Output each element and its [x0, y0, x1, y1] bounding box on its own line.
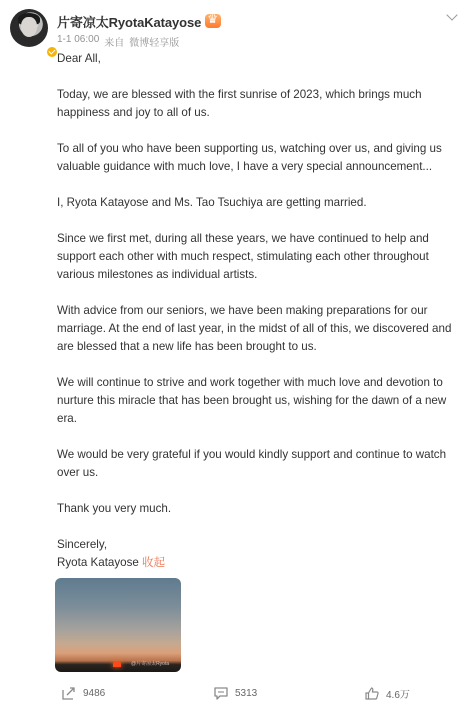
paragraph: To all of you who have been supporting us, watching over us, and giving us valuable guidance with much love, I have a very special announcement...	[57, 142, 442, 173]
vip-crown-icon[interactable]	[205, 14, 221, 28]
avatar[interactable]	[10, 9, 48, 47]
sunrise-sun	[113, 661, 121, 667]
paragraph: We will continue to strive and work together with much love and devotion to nurture this miracle that has been brought us, wishing for the dawn of a new era.	[57, 376, 447, 425]
collapse-link[interactable]: 收起	[141, 556, 166, 569]
post-meta	[57, 34, 179, 49]
signature: Ryota Katayose	[57, 556, 139, 569]
source-prefix: 来自	[104, 38, 125, 49]
post-image[interactable]	[55, 578, 181, 672]
avatar-face	[21, 17, 37, 37]
paragraph: Thank you very much.	[57, 502, 172, 515]
chevron-down-icon[interactable]	[447, 10, 459, 20]
author-name[interactable]: 片寄凉太RyotaKatayose	[57, 14, 202, 30]
like-button[interactable]	[365, 686, 410, 701]
repost-button[interactable]	[62, 687, 105, 700]
thumbs-up-icon	[365, 687, 379, 700]
comment-count: 5313	[235, 687, 258, 699]
repost-count: 9486	[83, 687, 106, 699]
post-source: 微博轻享版	[129, 38, 180, 49]
action-bar	[0, 680, 468, 706]
paragraph: We would be very grateful if you would kindly support and continue to watch over us.	[57, 448, 447, 479]
closing-line: Sincerely,	[57, 538, 108, 551]
comment-button[interactable]	[214, 687, 257, 700]
paragraph: I, Ryota Katayose and Ms. Tao Tsuchiya are getting married.	[57, 196, 367, 209]
image-watermark: @片寄凉太Ryota	[131, 661, 170, 667]
post-text	[57, 50, 452, 572]
paragraph: Since we first met, during all these years, we have continued to help and support each other with much respect, stimulating each other throughout various milestones as individual artists.	[57, 232, 429, 281]
post-time[interactable]: 1-1 06:00	[57, 34, 100, 45]
paragraph: With advice from our seniors, we have been making preparations for our marriage. At the end of last year, in the midst of all of this, we discovered and are blessed that a new life has been brought to us.	[57, 304, 452, 353]
like-count: 4.6万	[386, 689, 410, 701]
paragraph-greeting: Dear All,	[57, 52, 101, 65]
comment-icon	[214, 687, 228, 700]
repost-icon	[62, 687, 76, 700]
paragraph: Today, we are blessed with the first sunrise of 2023, which brings much happiness and joy to all of us.	[57, 88, 422, 119]
signature-line	[57, 554, 452, 572]
author-row	[57, 12, 221, 30]
